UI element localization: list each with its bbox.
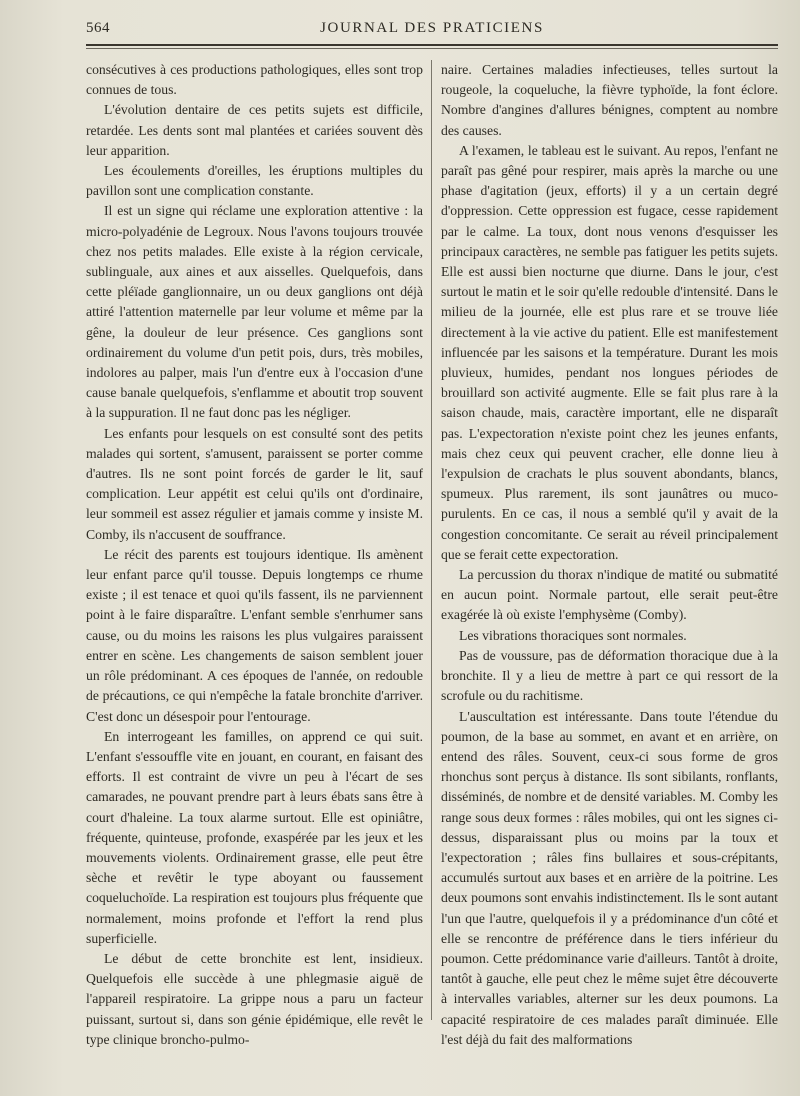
paragraph: Les écoulements d'oreilles, les éruptions multiples du pavillon sont une complication constante. bbox=[86, 163, 423, 199]
page-header bbox=[86, 20, 778, 42]
paragraph: La percussion du thorax n'indique de matité ou submatité en aucun point. Normale partout, elle serait peut-être exagérée là où existe l'emphysème (Comby). bbox=[441, 567, 778, 623]
paragraph: consécutives à ces productions pathologiques, elles sont trop connues de tous. bbox=[86, 62, 423, 98]
right-column bbox=[441, 60, 778, 1070]
paragraph: Les enfants pour lesquels on est consulté sont des petits malades qui sortent, s'amusent, paraissent se porter comme d'autres. Ils ne sont point forcés de garder le lit, sauf complication. Leur appétit est celui qu'ils ont d'ordinaire, leur sommeil est assez régulier et jamais comme y insiste M. Comby, ils n'accusent de souffrance. bbox=[86, 425, 423, 542]
paragraph: Le récit des parents est toujours identique. Ils amènent leur enfant parce qu'il tousse. Depuis longtemps ce rhume existe ; il est tenace et quoi qu'ils fassent, ils ne parviennent point à le faire disparaître. L'enfant semble s'enrhumer sans cause, ou du moins les raisons les plus vulgaires paraissent entrer en scène. Les changements de saison semblent jouer un rôle prédominant. A ces époques de l'année, on redouble de précautions, ce qui n'empêche la fatale bronchite d'arriver. C'est donc un désespoir pour l'entourage. bbox=[86, 546, 423, 724]
page-number: 564 bbox=[86, 20, 110, 36]
paragraph: Les vibrations thoraciques sont normales. bbox=[459, 627, 687, 643]
paragraph: Le début de cette bronchite est lent, insidieux. Quelquefois elle succède à une phlegmasie aiguë de l'appareil respiratoire. La grippe nous a paru un facteur puissant, surtout si, dans son génie épidémique, elle revêt le type clinique broncho-pulmo- bbox=[86, 950, 423, 1047]
paragraph: naire. Certaines maladies infectieuses, telles surtout la rougeole, la coqueluche, la fièvre typhoïde, la font éclore. Nombre d'angines d'allures bénignes, comptent au nombre des causes. bbox=[441, 62, 778, 138]
running-title: JOURNAL DES PRATICIENS bbox=[320, 20, 544, 36]
header-rule-thin bbox=[86, 48, 778, 49]
left-column bbox=[86, 60, 423, 1070]
header-rule bbox=[86, 44, 778, 46]
column-divider bbox=[431, 60, 432, 1020]
paragraph: En interrogeant les familles, on apprend ce qui suit. L'enfant s'essouffle vite en jouant, en courant, en faisant des efforts. Il est contraint de vivre un peu à l'écart de ses camarades, ne pouvant prendre part à leurs ébats sans être à court d'haleine. La toux alarme surtout. Elle est opiniâtre, fréquente, quinteuse, profonde, exaspérée par les jeux et les mouvements violents. Ordinairement grasse, elle peut être sèche et revêtir le type aboyant ou faussement coqueluchoïde. La respiration est toujours plus fréquente que normalement, moins profonde et l'effort la rend plus superficielle. bbox=[86, 728, 423, 946]
paragraph: L'évolution dentaire de ces petits sujets est difficile, retardée. Les dents sont mal plantées et cariées souvent dès leur apparition. bbox=[86, 102, 423, 158]
paragraph: L'auscultation est intéressante. Dans toute l'étendue du poumon, de la base au sommet, en avant et en arrière, on entend des râles. Souvent, ceux-ci sous forme de gros rhonchus sont perçus à distance. Ils sont sibilants, ronflants, disséminés, de nombre et de densité variables. M. Comby les range sous deux formes : râles mobiles, qui ont les signes ci-dessus, disparaissant plus ou moins par la toux et l'expectoration ; râles fins bullaires et sous-crépitants, accumulés surtout aux bases et en arrière de la poitrine. Les deux poumons sont envahis indistinctement. Ils le sont autant l'un que l'autre, quelquefois il y a prédominance d'un côté et elle se rencontre de préférence dans le tiers inférieur du poumon. Cette prédominance varie d'ailleurs. Tantôt à droite, tantôt à gauche, elle peut chez le même sujet être découverte à intervalles variables, alterner sur les deux poumons. La capacité respiratoire de ces malades paraît diminuée. Elle l'est déjà du fait des malformations bbox=[441, 708, 778, 1047]
paragraph: A l'examen, le tableau est le suivant. Au repos, l'enfant ne paraît pas gêné pour respirer, mais après la marche ou une phase d'agitation (jeux, efforts) il y a un certain degré d'oppression. Cette oppression est fugace, cesse rapidement par le calme. La toux, dont nous venons d'esquisser les principaux caractères, ne semble pas fatiguer les petits sujets. Elle est aussi bien nocturne que diurne. Dans le jour, c'est surtout le matin et le soir qu'elle redouble d'intensité. Dans le milieu de la journée, elle est plus rare et se trouve liée directement à la vie active du patient. Elle est manifestement influencée par les saisons et la température. Durant les mois pluvieux, humides, pendant nos longues périodes de brouillard son activité augmente. Elle se fait plus rare à la saison chaude, mais, caractère important, elle ne disparaît pas. L'expectoration n'existe point chez les jeunes enfants, mais chez ceux qui peuvent cracher, elle donne lieu à l'expulsion de crachats le plus souvent abondants, blancs, spumeux. Plus rarement, ils sont jaunâtres ou muco-purulents. En ce cas, il nous a semblé qu'il y avait de la congestion concomitante. Ce serait au réveil principalement que se ferait cette expectoration. bbox=[441, 142, 778, 562]
paragraph: Il est un signe qui réclame une exploration attentive : la micro-polyadénie de Legroux. Nous l'avons toujours trouvée chez nos petits malades. Elle existe à la région cervicale, sublinguale, aux aines et aux aisselles. Quelquefois, dans cette pléïade ganglionnaire, un ou deux ganglions ont déjà attiré l'attention maternelle par leur volume et même par la gêne, la douleur de leur présence. Ces ganglions sont ordinairement du volume d'un petit pois, durs, très mobiles, indolores au palper, mais l'un d'entre eux à l'occasion d'une cause banale quelquefois, s'enflamme et aboutit trop souvent à la suppuration. Il ne faut donc pas les négliger. bbox=[86, 203, 423, 421]
paragraph: Pas de voussure, pas de déformation thoracique due à la bronchite. Il y a lieu de mettre à part ce qui ressort de la scrofule ou du rachitisme. bbox=[441, 647, 778, 704]
